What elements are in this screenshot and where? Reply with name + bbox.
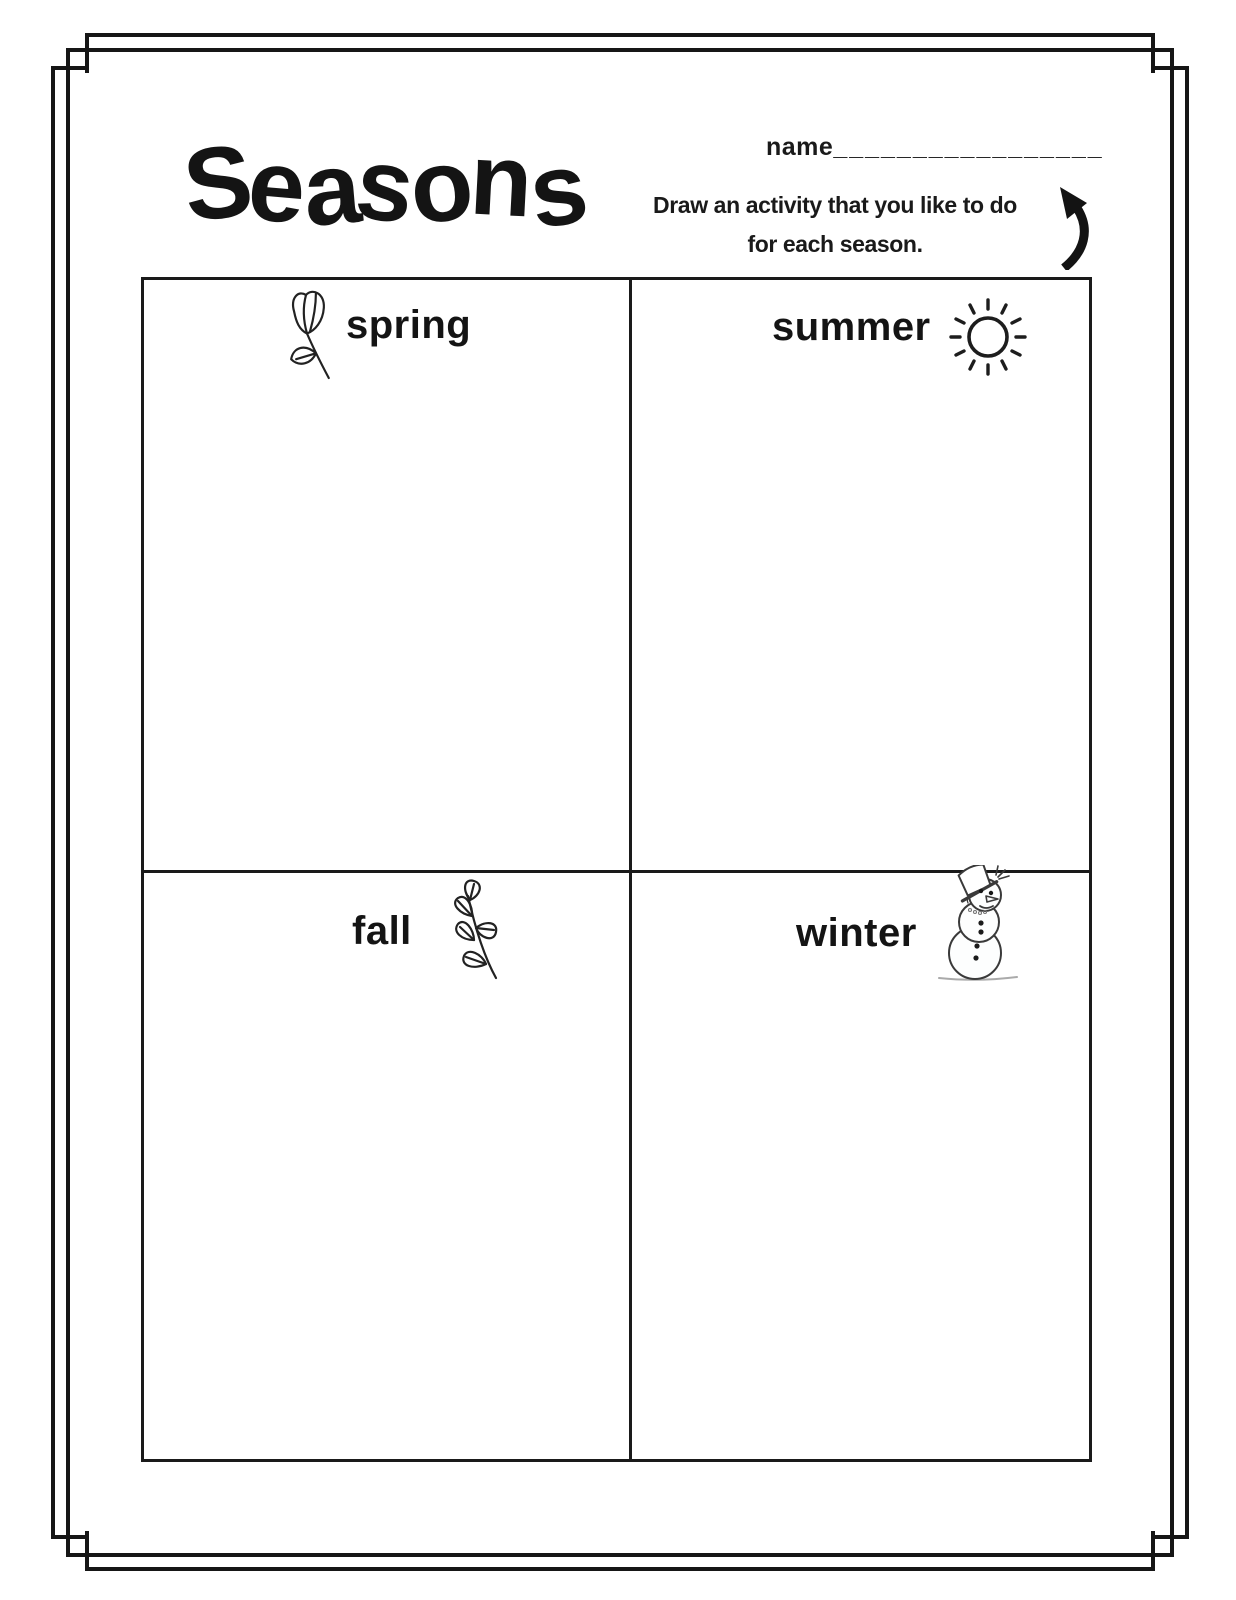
winter-label: winter [796, 911, 917, 955]
fall-label: fall [352, 909, 412, 953]
fall-header [352, 878, 508, 980]
summer-label: summer [772, 305, 931, 349]
instruction-line-1: Draw an activity that you like to do [653, 192, 1017, 218]
tulip-icon [282, 286, 334, 380]
name-blank-line[interactable]: _________________ [833, 133, 1104, 161]
instructions [613, 186, 1057, 264]
curved-arrow-icon [1040, 186, 1094, 270]
name-field [766, 133, 1104, 162]
snowman-icon [925, 865, 1030, 983]
sun-icon [945, 294, 1031, 380]
spring-label: spring [346, 303, 472, 347]
seasons-grid [141, 277, 1092, 1462]
spring-header [282, 286, 471, 380]
page-title: Seasons [178, 121, 592, 251]
leaves-icon [428, 878, 508, 980]
winter-header [796, 865, 1030, 983]
instruction-line-2: for each season. [747, 231, 923, 257]
name-label: name [766, 133, 834, 161]
summer-header [772, 294, 1031, 380]
